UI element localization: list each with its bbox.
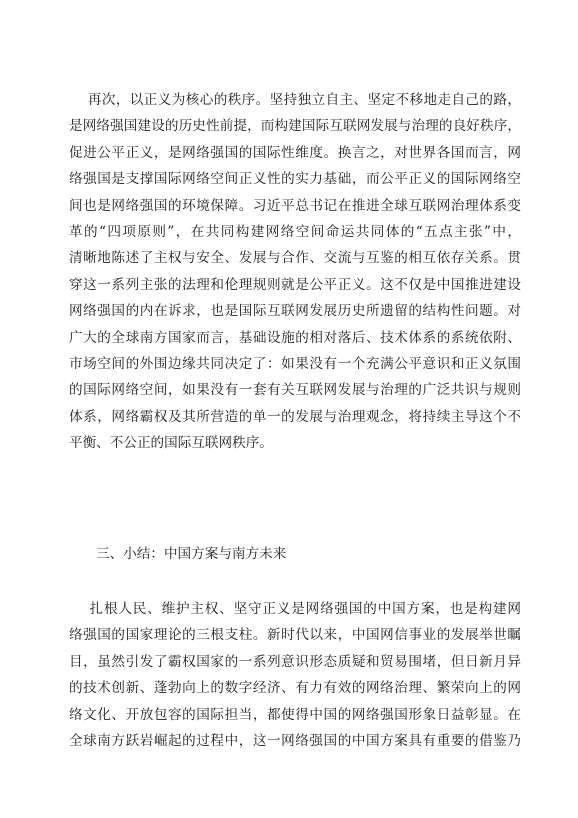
text-line: 扎根人民、维护主权、坚守正义是网络强国的中国方案，也是构建网 [69,601,521,617]
paragraph-order-justice [69,87,521,456]
paragraph-conclusion [69,596,521,754]
section-heading [69,541,521,567]
text-line: 目，虽然引发了霸权国家的一系列意识形态质疑和贸易围堵，但日新月异 [69,653,521,670]
text-line: 络强国的国家理论的三根支柱。新时代以来，中国网信事业的发展举世瞩 [69,627,521,644]
text-line: 平衡、不公正的国际互联网秩序。 [69,435,273,452]
text-line: 革的“四项原则”，在共同构建网络空间命运共同体的“五点主张”中， [69,223,521,240]
section-heading-text: 三、小结：中国方案与南方未来 [96,546,287,562]
text-line: 全球南方跃岩崛起的过程中，这一网络强国的中国方案具有重要的借鉴乃 [69,732,521,749]
text-line: 的国际网络空间，如果没有一套有关互联网发展与治理的广泛共识与规则 [69,382,521,399]
text-line: 络强国是支撑国际网络空间正义性的实力基础，而公平正义的国际网络空 [69,171,521,188]
text-line: 间也是网络强国的环境保障。习近平总书记在推进全球互联网治理体系变 [69,197,521,214]
text-line: 再次，以正义为核心的秩序。坚持独立自主、坚定不移地走自己的路， [69,92,521,108]
text-line: 的技术创新、蓬勃向上的数字经济、有力有效的网络治理、繁荣向上的网 [69,680,521,697]
text-line: 促进公平正义，是网络强国的国际性维度。换言之，对世界各国而言，网 [69,144,521,161]
text-line: 清晰地陈述了主权与安全、发展与合作、交流与互鉴的相互依存关系。贯 [69,250,521,267]
text-line: 广大的全球南方国家而言，基础设施的相对落后、技术体系的系统依附、 [69,329,521,346]
text-line: 络文化、开放包容的国际担当，都使得中国的网络强国形象日益彰显。在 [69,706,521,723]
text-line: 体系，网络霸权及其所营造的单一的发展与治理观念，将持续主导这个不 [69,408,521,425]
text-line: 是网络强国建设的历史性前提，而构建国际互联网发展与治理的良好秩序， [69,118,521,135]
text-line: 市场空间的外围边缘共同决定了：如果没有一个充满公平意识和正义氛围 [69,355,521,372]
text-line: 穿这一系列主张的法理和伦理规则就是公平正义。这不仅是中国推进建设 [69,276,521,293]
text-line: 网络强国的内在诉求，也是国际互联网发展历史所遗留的结构性问题。对 [69,303,521,320]
